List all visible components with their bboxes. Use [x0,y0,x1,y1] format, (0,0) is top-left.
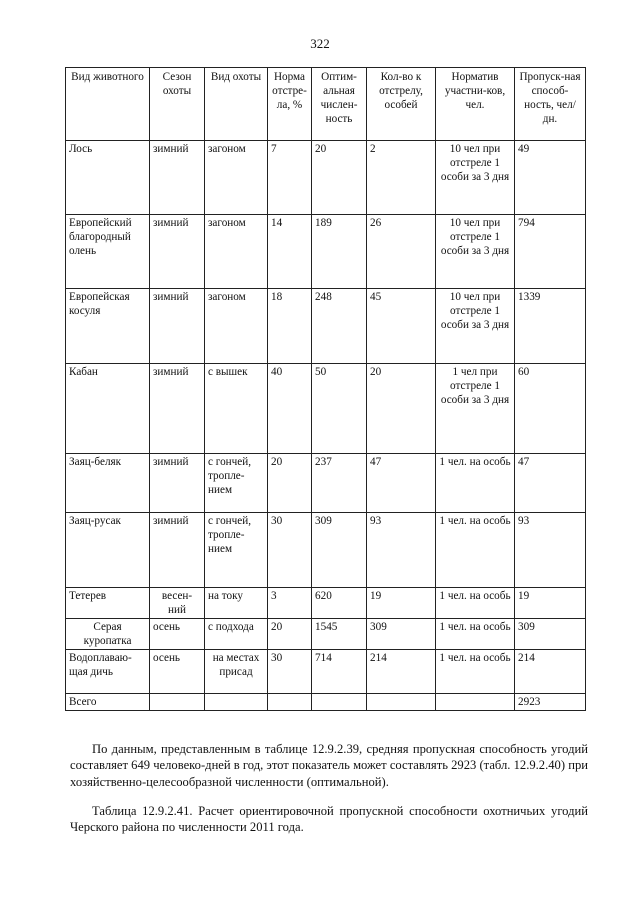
table-cell: 19 [515,588,586,619]
table-cell [150,694,205,711]
table-row [66,289,586,364]
table-cell [436,694,515,711]
page-number: 322 [310,36,330,51]
table-cell: 248 [312,289,367,364]
body-paragraph: По данным, представленным в таблице 12.9.2.39, средняя пропускная способность угодий составляет 649 человеко-дней в год, этот показатель может составлять 2923 (табл. 12.9.2.40) при хозяйственно-целесообразной численности (оптимальной). [70,741,588,789]
table-cell [367,694,436,711]
table-row [66,650,586,694]
table-cell: 30 [268,513,312,588]
table-cell: 620 [312,588,367,619]
table-cell: весен-ний [150,588,205,619]
table-cell: с подхода [205,619,268,650]
table-cell: загоном [205,289,268,364]
table-caption: Таблица 12.9.2.41. Расчет ориентировочной пропускной способности охотничьих угодий Черского района по численности 2011 года. [70,803,588,835]
header-cell: Норма отстре-ла, % [268,68,312,141]
table-cell: с гончей, тропле-нием [205,454,268,513]
table-cell: 10 чел при отстреле 1 особи за 3 дня [436,215,515,289]
table-cell: 47 [367,454,436,513]
table-cell: 30 [268,650,312,694]
table-cell: 26 [367,215,436,289]
table-cell: 1 чел при отстреле 1 особи за 3 дня [436,364,515,454]
table-cell: 18 [268,289,312,364]
header-cell: Сезон охоты [150,68,205,141]
table-cell: 309 [312,513,367,588]
table-cell: 40 [268,364,312,454]
table-row [66,513,586,588]
table-row [66,619,586,650]
table-cell: 20 [367,364,436,454]
table-cell: на местах присад [205,650,268,694]
table-cell: 60 [515,364,586,454]
table-header-row [66,68,586,141]
table-cell: Заяц-русак [66,513,150,588]
table-cell: 3 [268,588,312,619]
table-cell: 214 [515,650,586,694]
table-cell: 714 [312,650,367,694]
table-cell: 1 чел. на особь [436,650,515,694]
table-cell: 309 [515,619,586,650]
table-cell: 309 [367,619,436,650]
table-cell: загоном [205,141,268,215]
table-cell [268,694,312,711]
table-row [66,364,586,454]
table-cell: 14 [268,215,312,289]
header-cell: Вид животного [66,68,150,141]
table-cell: на току [205,588,268,619]
table-cell: с вышек [205,364,268,454]
table-row [66,588,586,619]
table-cell: Серая куропатка [66,619,150,650]
table-cell: 189 [312,215,367,289]
hunting-capacity-table [65,67,586,711]
table-cell: зимний [150,513,205,588]
table-cell: зимний [150,215,205,289]
table-cell: 2 [367,141,436,215]
header-cell: Норматив участни-ков, чел. [436,68,515,141]
table-cell: 214 [367,650,436,694]
table-cell: 1 чел. на особь [436,619,515,650]
table-cell: Кабан [66,364,150,454]
table-cell: 237 [312,454,367,513]
table-cell: Европейская косуля [66,289,150,364]
table-cell: 47 [515,454,586,513]
table-cell: 19 [367,588,436,619]
table-cell: с гончей, тропле-нием [205,513,268,588]
table-total-row [66,694,586,711]
header-cell: Пропуск-ная способ-ность, чел/дн. [515,68,586,141]
table-cell: Лось [66,141,150,215]
table-cell [205,694,268,711]
table-cell: 20 [312,141,367,215]
table-cell: осень [150,650,205,694]
table-row [66,141,586,215]
header-cell: Вид охоты [205,68,268,141]
table-cell: 2923 [515,694,586,711]
table-cell: Европейский благородный олень [66,215,150,289]
table-cell: 1 чел. на особь [436,513,515,588]
table-cell: 1545 [312,619,367,650]
table-cell: зимний [150,141,205,215]
table-cell: Заяц-беляк [66,454,150,513]
table-cell: 49 [515,141,586,215]
table-cell [312,694,367,711]
table-cell: 10 чел при отстреле 1 особи за 3 дня [436,141,515,215]
table-row [66,215,586,289]
table-cell: 1339 [515,289,586,364]
table-cell: зимний [150,454,205,513]
table-cell: осень [150,619,205,650]
header-cell: Кол-во к отстрелу, особей [367,68,436,141]
table-cell: 1 чел. на особь [436,588,515,619]
table-cell: 7 [268,141,312,215]
table-cell: Тетерев [66,588,150,619]
table-cell: 93 [367,513,436,588]
table-cell: 20 [268,454,312,513]
table-cell: Всего [66,694,150,711]
table-cell: 1 чел. на особь [436,454,515,513]
table-cell: Водоплаваю-щая дичь [66,650,150,694]
table-cell: загоном [205,215,268,289]
table-cell: 10 чел при отстреле 1 особи за 3 дня [436,289,515,364]
table-cell: 50 [312,364,367,454]
table-cell: 45 [367,289,436,364]
table-row [66,454,586,513]
table-cell: 20 [268,619,312,650]
table-cell: 93 [515,513,586,588]
header-cell: Оптим-альная числен-ность [312,68,367,141]
table-cell: зимний [150,289,205,364]
table-cell: 794 [515,215,586,289]
table-cell: зимний [150,364,205,454]
